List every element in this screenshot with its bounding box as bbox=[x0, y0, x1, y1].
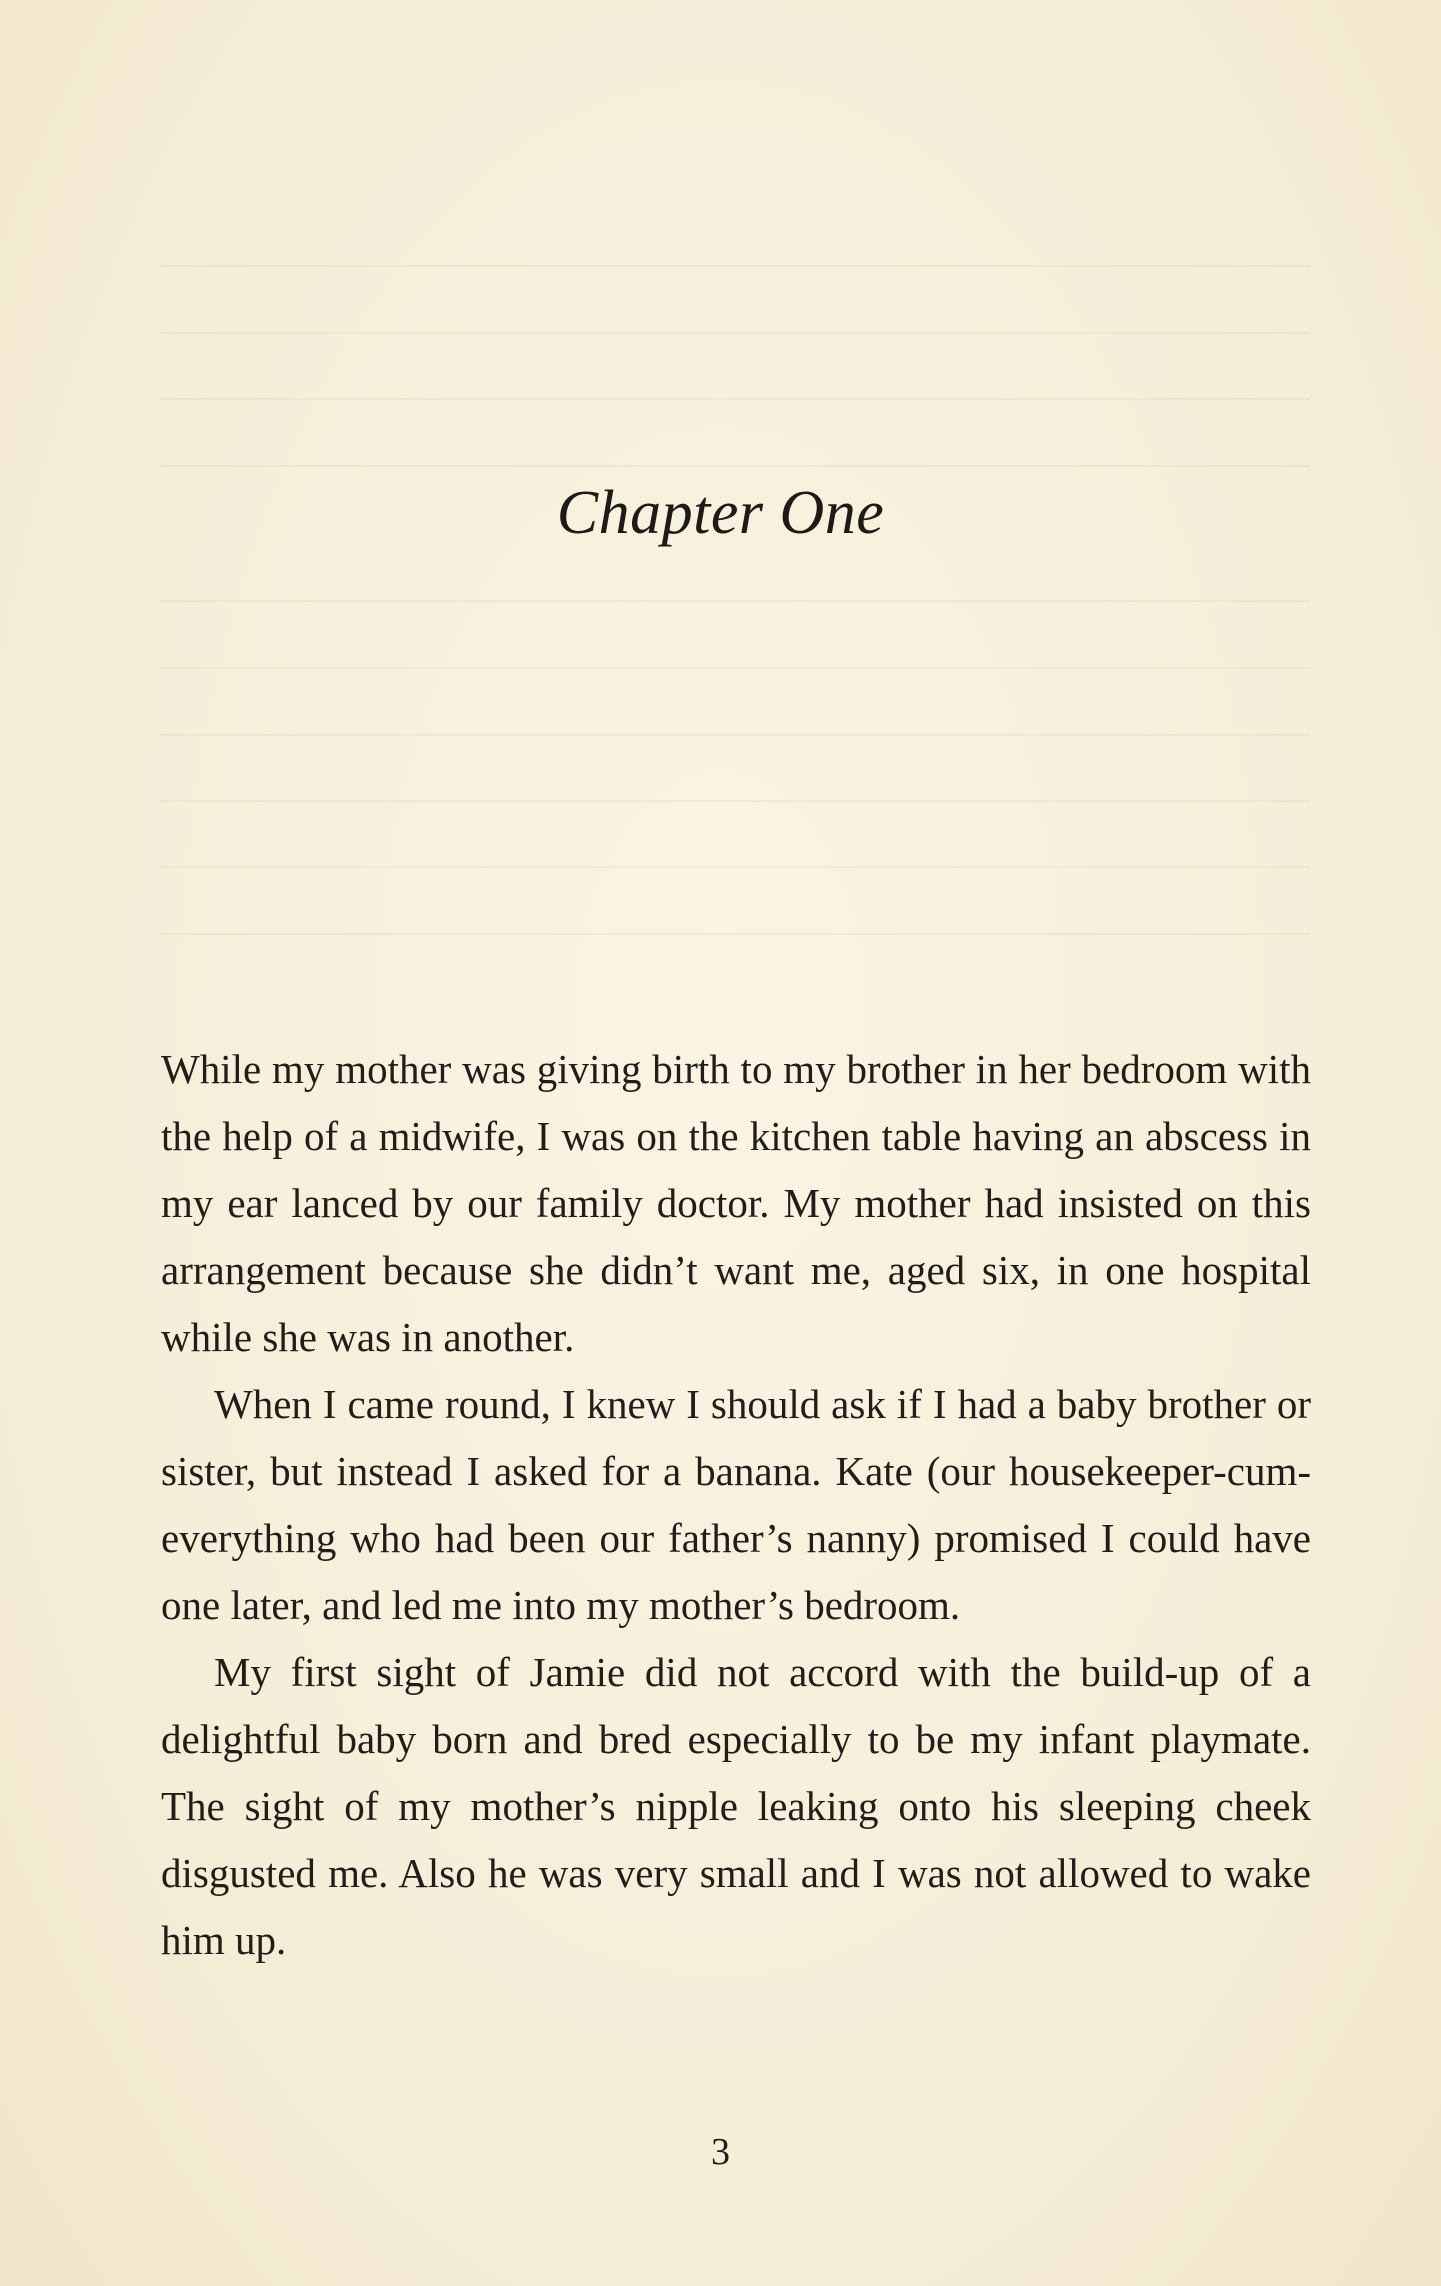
bleed-through-line bbox=[160, 265, 1310, 267]
paragraph bbox=[161, 1371, 1311, 1639]
text-line: want me, aged six, in one hospital while she was in another. bbox=[161, 1247, 1311, 1360]
paragraph bbox=[161, 1036, 1311, 1371]
bleed-through-line bbox=[160, 398, 1310, 400]
text-line: While my mother was giving birth to my brother in her bbox=[161, 1046, 1071, 1092]
text-line: playmate. The sight of my mother’s nipple leaking onto his bbox=[161, 1716, 1311, 1829]
bleed-through-line bbox=[160, 465, 1310, 467]
chapter-body bbox=[161, 1036, 1311, 1974]
chapter-title: Chapter One bbox=[556, 479, 885, 547]
text-line: table having an abscess in my ear lanced by our family doctor. bbox=[161, 1113, 1311, 1226]
bleed-through-line bbox=[160, 600, 1310, 602]
bleed-through-line bbox=[160, 866, 1310, 868]
bleed-through-line bbox=[160, 933, 1310, 935]
text-line: bedroom with the help of a midwife, I was on the kitchen bbox=[161, 1046, 1311, 1159]
text-line: When I came round, I knew I should ask if I had a baby bbox=[214, 1381, 1137, 1427]
page-number: 3 bbox=[711, 2131, 730, 2173]
text-line: sleeping cheek disgusted me. Also he was very small and I bbox=[161, 1783, 1312, 1896]
text-line: my mother’s bedroom. bbox=[586, 1582, 961, 1628]
paragraph bbox=[161, 1639, 1311, 1974]
text-line: My mother had insisted on this arrangement because she didn’t bbox=[161, 1180, 1312, 1293]
text-line: was not allowed to wake him up. bbox=[161, 1850, 1311, 1963]
text-line: nanny) promised I could have one later, and led me into bbox=[161, 1515, 1311, 1628]
bleed-through-line bbox=[160, 667, 1310, 669]
bleed-through-line bbox=[160, 332, 1310, 334]
text-line: My first sight of Jamie did not accord with the build-up bbox=[214, 1649, 1220, 1695]
text-line: brother or sister, but instead I asked for a banana. Kate (our bbox=[161, 1381, 1312, 1494]
text-line: housekeeper-cum-everything who had been our father’s bbox=[161, 1448, 1312, 1561]
bleed-through-line bbox=[160, 734, 1310, 736]
bleed-through-line bbox=[160, 800, 1310, 802]
text-line: of a delightful baby born and bred especially to be my infant bbox=[161, 1649, 1312, 1762]
